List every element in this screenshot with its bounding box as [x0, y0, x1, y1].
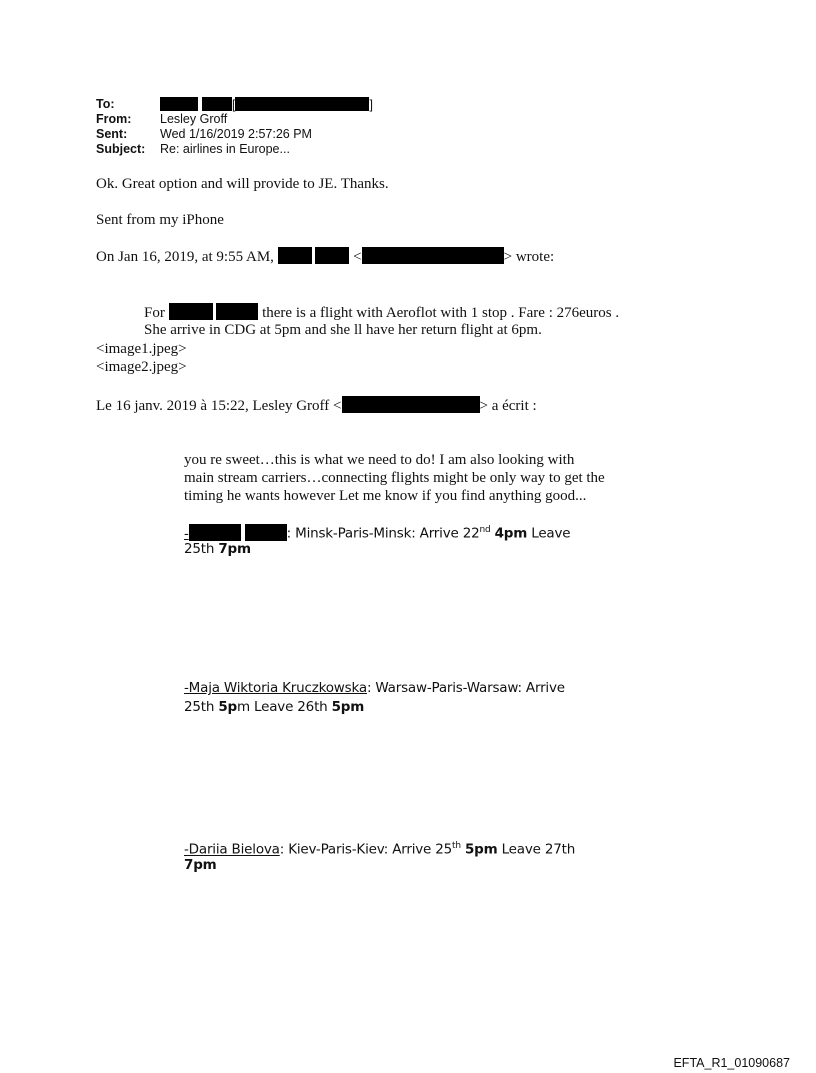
entry2-arrive-day: 25th	[184, 699, 219, 715]
quote1-suffix: > wrote:	[503, 249, 555, 265]
sent-row	[0, 127, 816, 142]
entry1-arrive-time: 4pm	[494, 525, 528, 542]
entry2-route: : Warsaw-Paris-Warsaw: Arrive	[366, 680, 565, 696]
redaction-block	[245, 524, 287, 541]
entry3-route: : Kiev-Paris-Kiev: Arrive 25	[279, 841, 453, 858]
reply-text: Ok. Great option and will provide to JE. Thanks.	[96, 176, 389, 192]
entry3-leave: Leave 27th	[497, 841, 576, 858]
para-for: For	[144, 305, 165, 321]
entry2-leave-day: m Leave 26th	[237, 699, 332, 715]
entry1-leave-time: 7pm	[218, 541, 251, 557]
entry1-leave: Leave	[527, 525, 571, 542]
from-label: From:	[96, 112, 132, 126]
quote2-suffix: > a écrit :	[479, 398, 537, 414]
itinerary-entry-2-line2	[184, 698, 364, 717]
from-row	[0, 112, 816, 127]
flight-paragraph-line1	[144, 303, 619, 322]
itinerary-entry-1-line2	[184, 540, 251, 559]
quote2-prefix: Le 16 janv. 2019 à 15:22, Lesley Groff <	[96, 398, 342, 414]
entry2-leave-time: 5pm	[331, 699, 365, 715]
flight-paragraph-line2: She arrive in CDG at 5pm and she ll have her return flight at 6pm.	[144, 322, 542, 338]
redaction-block	[342, 396, 480, 413]
entry3-sup: th	[452, 841, 461, 851]
redaction-block	[216, 303, 258, 320]
entry1-sup: nd	[479, 525, 491, 535]
to-bracket-open: [	[232, 98, 236, 112]
redaction-block	[235, 97, 369, 111]
entry1-colon: :	[286, 525, 292, 542]
itinerary-entry-3-line2	[184, 856, 217, 875]
attachment-2: <image2.jpeg>	[96, 359, 187, 375]
to-bracket-close: ]	[369, 98, 373, 112]
entry1-route: Minsk-Paris-Minsk: Arrive 22	[291, 525, 480, 542]
quote-header-2	[96, 396, 537, 415]
quote-header-1	[96, 247, 554, 266]
redaction-block	[202, 97, 232, 111]
inner-quote-line2: main stream carriers…connecting flights might be only way to get the	[184, 470, 605, 486]
subject-row	[0, 142, 816, 157]
itinerary-entry-2	[184, 679, 565, 698]
entry1-name: -	[184, 526, 287, 542]
signature-text: Sent from my iPhone	[96, 212, 224, 228]
redaction-block	[189, 524, 241, 541]
document-id: EFTA_R1_01090687	[673, 1056, 790, 1070]
to-row	[0, 97, 816, 112]
attachment-1: <image1.jpeg>	[96, 341, 187, 357]
redaction-block	[160, 97, 198, 111]
para-rest: there is a flight with Aeroflot with 1 stop . Fare : 276euros .	[262, 305, 620, 321]
entry2-name: -Maja Wiktoria Kruczkowska	[184, 680, 367, 696]
to-value	[160, 97, 373, 113]
sent-value: Wed 1/16/2019 2:57:26 PM	[160, 127, 312, 141]
quote1-prefix: On Jan 16, 2019, at 9:55 AM,	[96, 249, 274, 265]
itinerary-entry-3	[184, 837, 575, 860]
quote1-lt: <	[353, 249, 362, 265]
redaction-block	[169, 303, 213, 320]
sent-label: Sent:	[96, 127, 128, 141]
redaction-block	[362, 247, 504, 264]
entry3-arrive-time: 5pm	[464, 841, 498, 858]
inner-quote-line1: you re sweet…this is what we need to do! I am also looking with	[184, 452, 575, 468]
entry3-leave-time: 7pm	[184, 857, 217, 873]
inner-quote-line3: timing he wants however Let me know if you find anything good...	[184, 488, 587, 504]
entry2-arrive-time: 5p	[218, 699, 237, 715]
redaction-block	[278, 247, 312, 264]
to-label: To:	[96, 97, 115, 111]
redaction-block	[315, 247, 349, 264]
from-value: Lesley Groff	[160, 112, 228, 126]
entry1-leave-day: 25th	[184, 541, 219, 557]
entry3-name: -Dariia Bielova	[184, 841, 280, 858]
subject-value: Re: airlines in Europe...	[160, 142, 290, 156]
subject-label: Subject:	[96, 142, 146, 156]
